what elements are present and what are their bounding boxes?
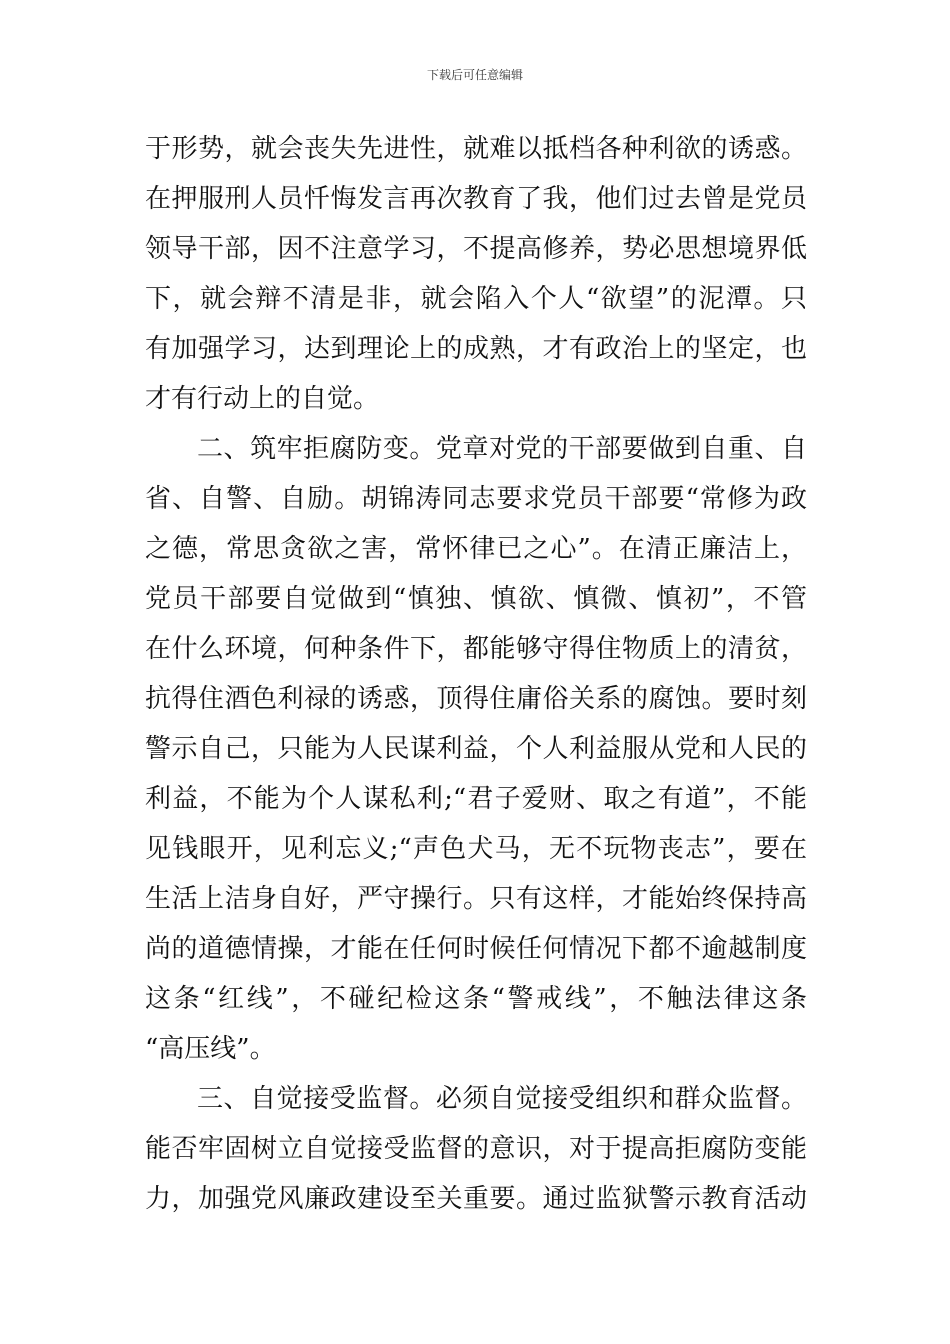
text-line: 三、自觉接受监督。必须自觉接受组织和群众监督。	[197, 1084, 807, 1114]
text-line: 警示自己，只能为人民谋利益，个人利益服从党和人民的	[145, 734, 807, 764]
text-line: 利益，不能为个人谋私利;“君子爱财、取之有道”，不能	[145, 784, 807, 814]
text-line: 力，加强党风廉政建设至关重要。通过监狱警示教育活动	[145, 1184, 807, 1214]
document-body	[145, 124, 807, 1224]
text-line: 二、筑牢拒腐防变。党章对党的干部要做到自重、自	[197, 434, 807, 464]
text-line: 有加强学习，达到理论上的成熟，才有政治上的坚定，也	[145, 334, 807, 364]
text-line: 尚的道德情操，才能在任何时候任何情况下都不逾越制度	[145, 934, 807, 964]
text-line: 下，就会辩不清是非，就会陷入个人“欲望”的泥潭。只	[145, 284, 807, 314]
text-line: 抗得住酒色利禄的诱惑，顶得住庸俗关系的腐蚀。要时刻	[145, 684, 807, 714]
text-line: 这条“红线”，不碰纪检这条“警戒线”，不触法律这条	[145, 984, 807, 1014]
text-line: 之德，常思贪欲之害，常怀律已之心”。在清正廉洁上，	[145, 534, 807, 564]
text-line: 能否牢固树立自觉接受监督的意识，对于提高拒腐防变能	[145, 1134, 807, 1164]
text-line: 党员干部要自觉做到“慎独、慎欲、慎微、慎初”，不管	[145, 584, 807, 614]
page-header: 下载后可任意编辑	[426, 68, 523, 82]
text-line: 才有行动上的自觉。	[145, 384, 380, 414]
text-line: 在押服刑人员忏悔发言再次教育了我，他们过去曾是党员	[145, 184, 807, 214]
text-line: “高压线”。	[145, 1034, 276, 1064]
text-line: 省、自警、自励。胡锦涛同志要求党员干部要“常修为政	[145, 484, 807, 514]
text-line: 在什么环境，何种条件下，都能够守得住物质上的清贫，	[145, 634, 807, 664]
text-line: 生活上洁身自好，严守操行。只有这样，才能始终保持高	[145, 884, 807, 914]
text-line: 于形势，就会丧失先进性，就难以抵档各种利欲的诱惑。	[145, 134, 807, 164]
text-line: 见钱眼开，见利忘义;“声色犬马，无不玩物丧志”，要在	[145, 834, 807, 864]
text-line: 领导干部，因不注意学习，不提高修养，势必思想境界低	[145, 234, 807, 264]
